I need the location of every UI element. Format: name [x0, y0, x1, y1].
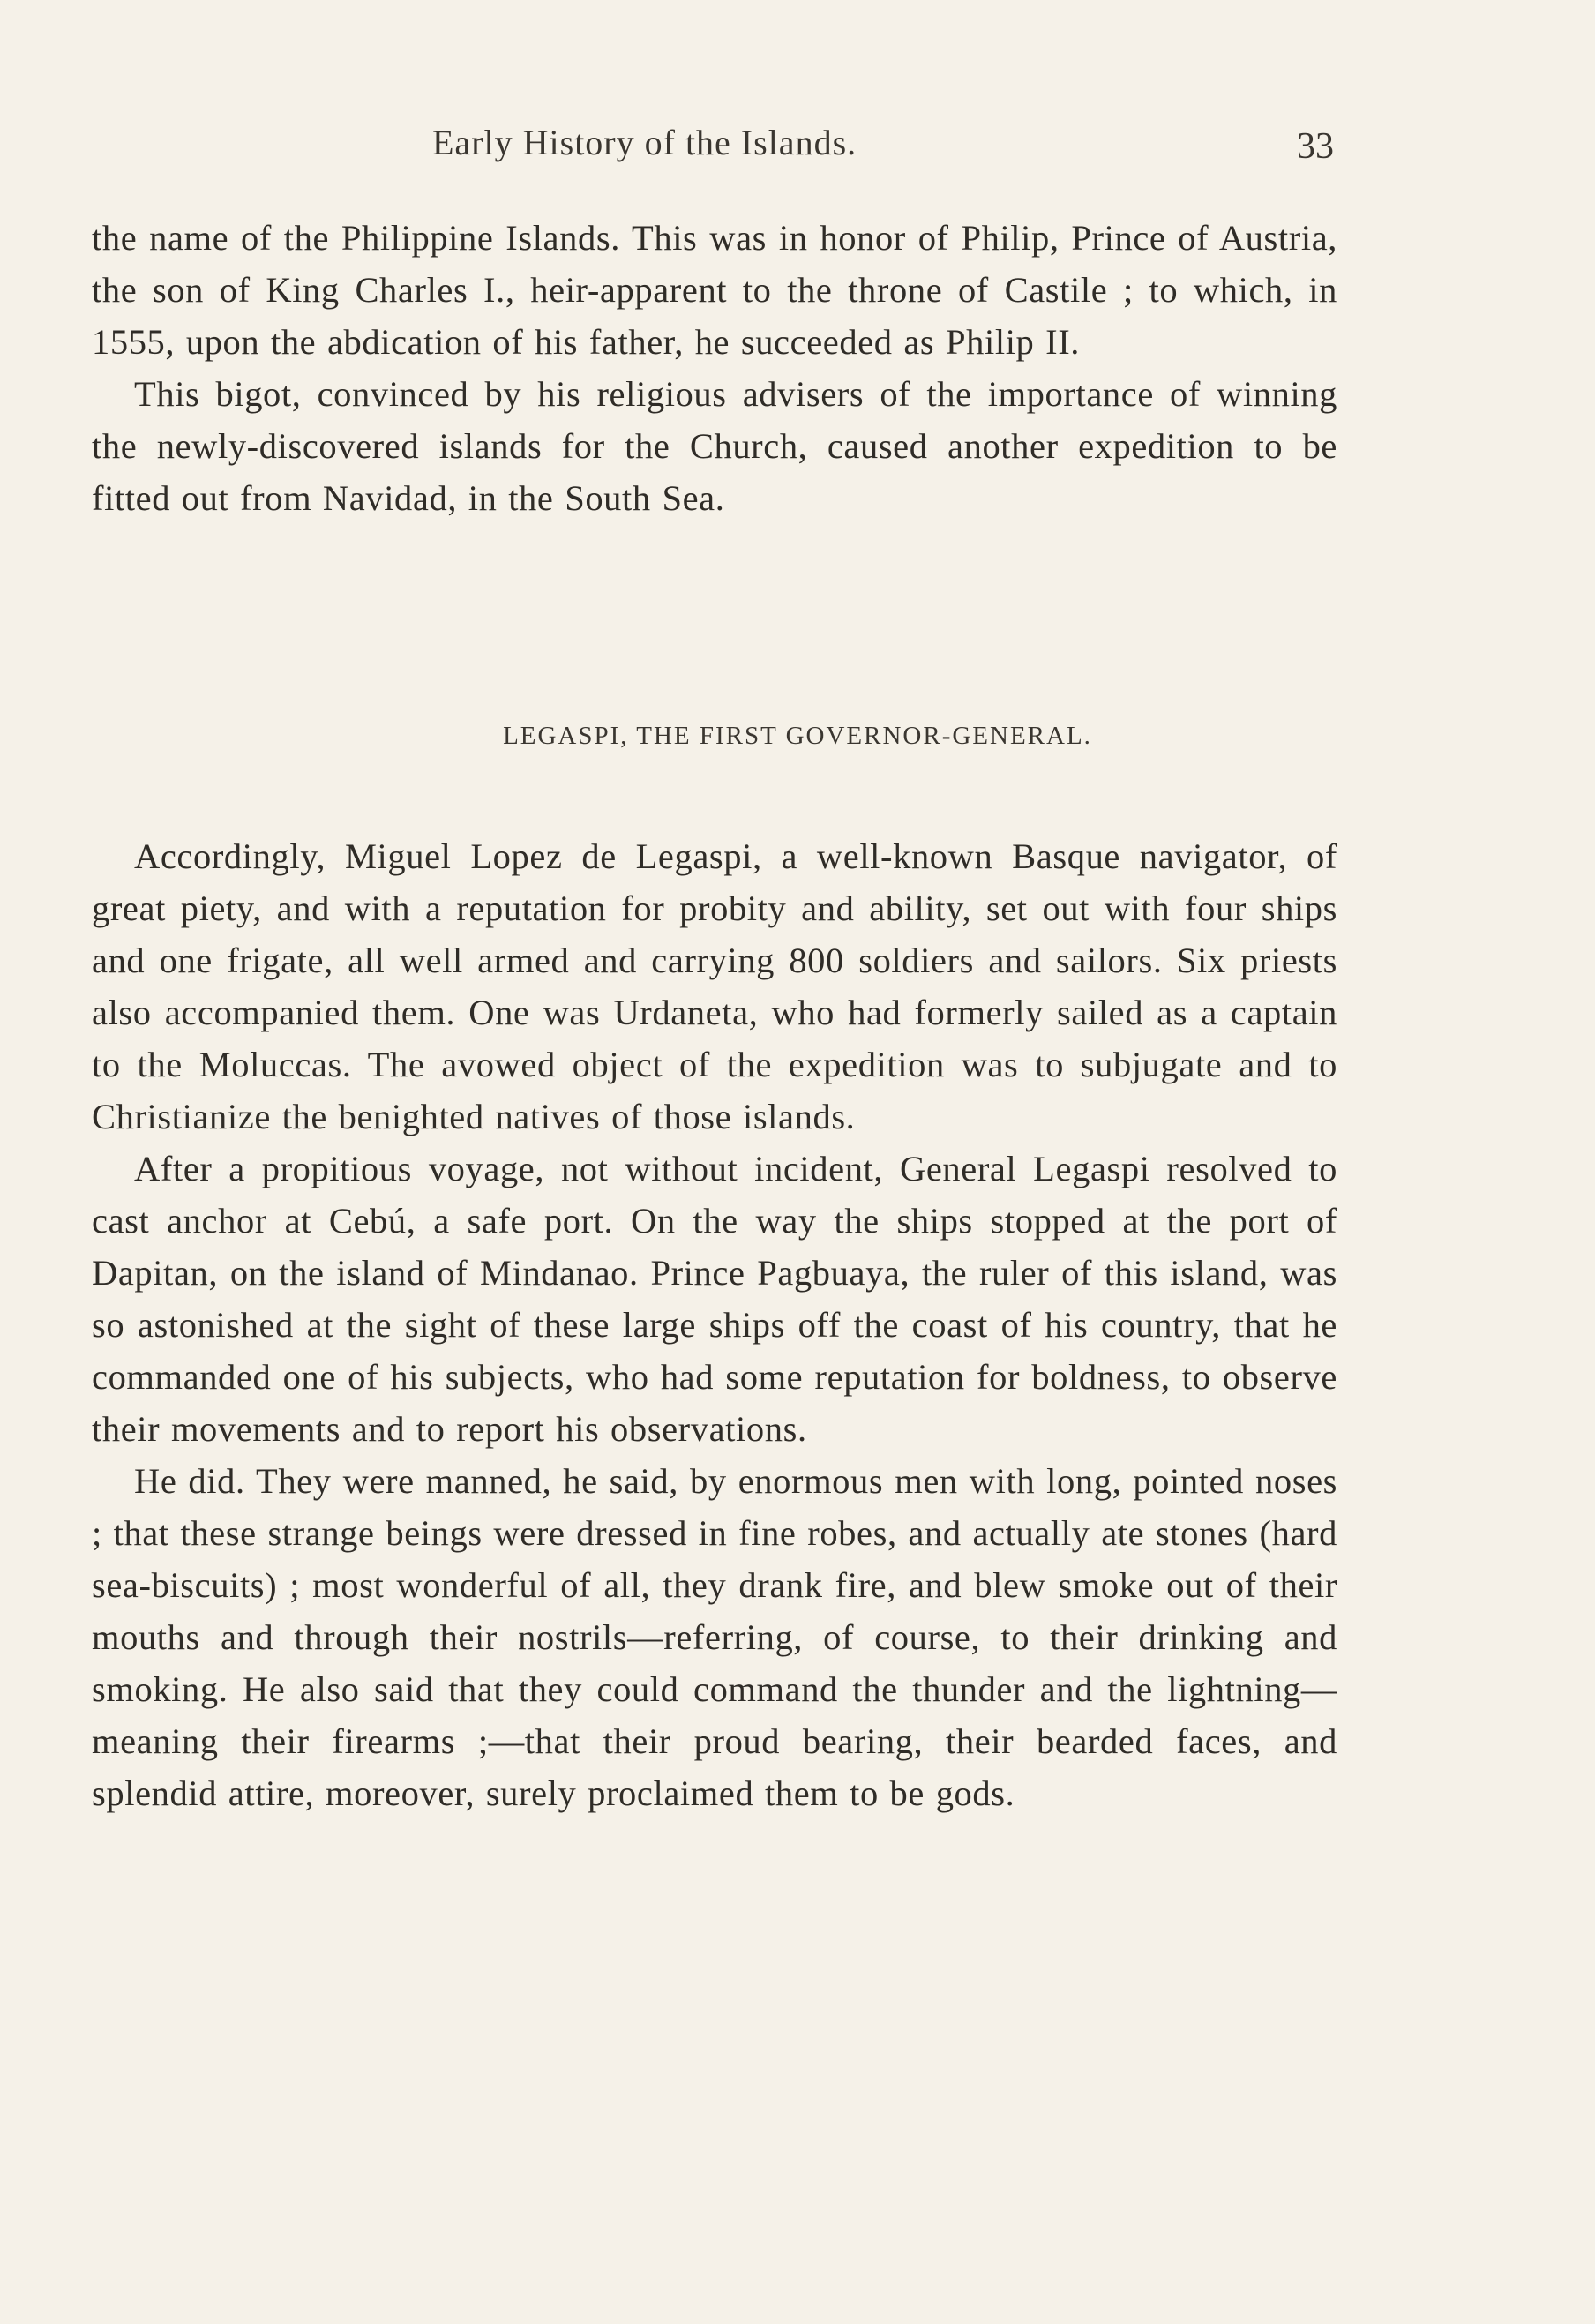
text-block-after-heading: [92, 830, 1337, 1819]
text-block-before-heading: [92, 212, 1337, 524]
paragraph: Accordingly, Miguel Lopez de Legaspi, a well-known Basque navigator, of great piety, and with a reputation for probity and ability, set out with four ships and one frigate, all well armed and carrying 800 soldiers and sailors. Six priests also accompanied them. One was Urdaneta, who had formerly sailed as a captain to the Moluccas. The avowed object of the expedition was to subjugate and to Christianize the benighted natives of those islands.: [92, 836, 1337, 1136]
paragraph: He did. They were manned, he said, by enormous men with long, pointed noses ; that these strange beings were dressed in fine robes, and actually ate stones (hard sea-biscuits) ; most wonderful of all, they drank fire, and blew smoke out of their mouths and through their nostrils—referring, of course, to their drinking and smoking. He also said that they could command the thunder and the lightning—meaning their firearms ;—that their proud bearing, their bearded faces, and splendid attire, moreover, surely proclaimed them to be gods.: [92, 1461, 1337, 1813]
page-number: 33: [1297, 126, 1334, 167]
paragraph: This bigot, convinced by his religious advisers of the importance of winning the newly-discovered islands for the Church, caused another expedition to be fitted out from Navidad, in the South Sea.: [92, 374, 1337, 518]
section-heading: LEGASPI, THE FIRST GOVERNOR-GENERAL.: [503, 722, 1092, 750]
paragraph: the name of the Philippine Islands. This was in honor of Philip, Prince of Austria, the son of King Charles I., heir-apparent to the throne of Castile ; to which, in 1555, upon the abdication of his father, he succeeded as Philip II.: [92, 218, 1337, 362]
running-head: Early History of the Islands.: [432, 123, 857, 162]
paragraph: After a propitious voyage, not without incident, General Legaspi resolved to cast anchor at Cebú, a safe port. On the way the ships stopped at the port of Dapitan, on the island of Mindanao. Prince Pagbuaya, the ruler of this island, was so astonished at the sight of these large ships off the coast of his country, that he commanded one of his subjects, who had some reputation for boldness, to observe their movements and to report his observations.: [92, 1149, 1337, 1449]
